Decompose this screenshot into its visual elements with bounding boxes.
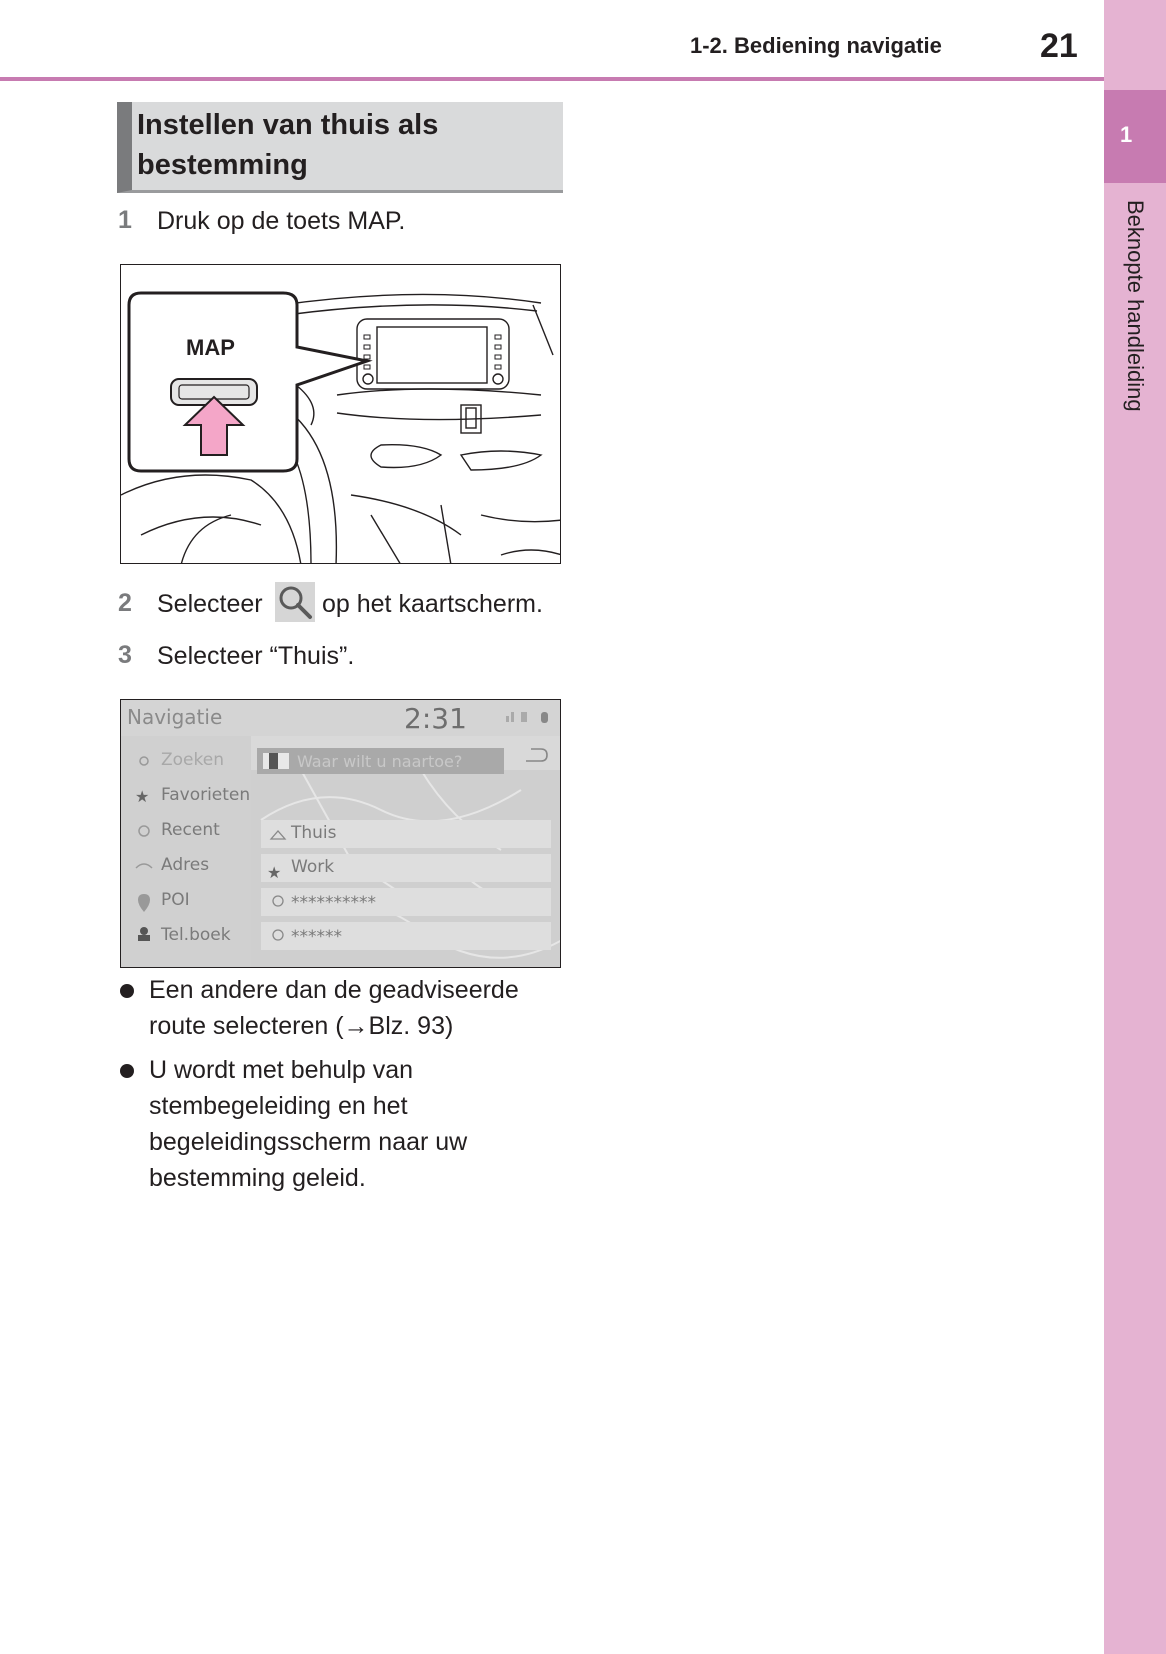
search-input[interactable]: Waar wilt u naartoe? xyxy=(297,752,463,771)
step-text: Druk op de toets MAP. xyxy=(157,207,406,235)
bullet-text: U wordt met behulp van stembegeleiding en het begeleidingsscherm naar uw bestemming geleid. xyxy=(149,1056,468,1192)
list-item-work[interactable]: Work xyxy=(291,857,335,877)
svg-text:★: ★ xyxy=(267,865,282,882)
list-item-recent[interactable]: ****** xyxy=(291,927,342,947)
step-text: Selecteer “Thuis”. xyxy=(157,642,355,670)
screen-clock: 2:31 xyxy=(404,702,467,735)
menu-item-poi[interactable]: POI xyxy=(161,890,190,910)
dashboard-drawing xyxy=(121,265,561,564)
page-number: 21 xyxy=(1040,27,1078,65)
step-text-before: Selecteer xyxy=(157,590,263,618)
bullet-text: Een andere dan de geadviseerde route selecteren (→Blz. 93) xyxy=(149,976,519,1040)
step-number: 1 xyxy=(118,206,132,234)
menu-item-search[interactable]: Zoeken xyxy=(161,750,224,770)
menu-item-address[interactable]: Adres xyxy=(161,855,210,875)
menu-item-recent[interactable]: Recent xyxy=(161,820,220,840)
search-icon xyxy=(275,582,315,622)
bullet-marker xyxy=(120,984,134,998)
dashboard-illustration xyxy=(120,264,561,564)
header-rule xyxy=(0,77,1104,81)
list-item-recent[interactable]: ********** xyxy=(291,893,376,913)
step-number: 2 xyxy=(118,589,132,617)
step-number: 3 xyxy=(118,641,132,669)
bullet-marker xyxy=(120,1064,134,1078)
step-text-after: op het kaartscherm. xyxy=(322,590,543,618)
svg-text:★: ★ xyxy=(135,789,150,806)
section-heading: Instellen van thuis als bestemming xyxy=(137,109,439,181)
menu-item-favorites[interactable]: Favorieten xyxy=(161,785,251,805)
navigation-screen-figure xyxy=(120,699,561,968)
menu-item-phonebook[interactable]: Tel.boek xyxy=(161,925,231,945)
chapter-title: Beknopte handleiding xyxy=(1123,200,1148,412)
chapter-number: 1 xyxy=(1120,122,1133,147)
running-header-section: 1-2. Bediening navigatie xyxy=(690,33,942,58)
map-button-label: MAP xyxy=(186,335,235,360)
screen-title: Navigatie xyxy=(127,705,223,729)
list-item-home[interactable]: Thuis xyxy=(291,823,337,843)
